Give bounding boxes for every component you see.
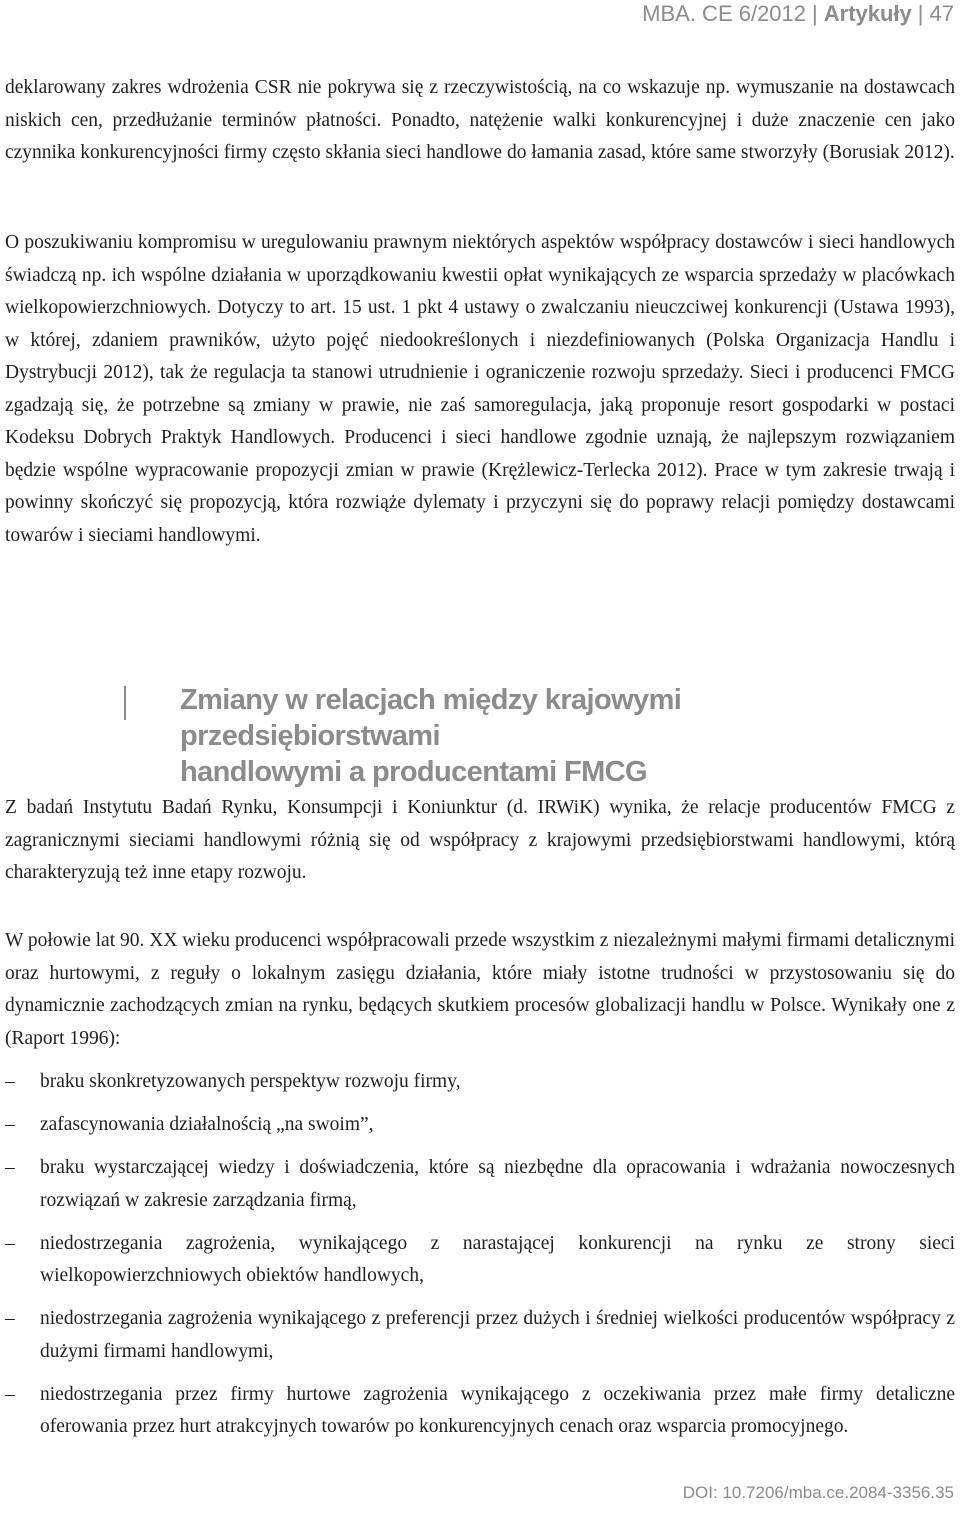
list-item <box>5 1109 955 1142</box>
journal-issue: MBA. CE 6/2012 <box>642 1 807 26</box>
doi-footer: DOI: 10.7206/mba.ce.2084-3356.35 <box>682 1483 954 1502</box>
dash-marker: – <box>5 1157 15 1178</box>
list-item-text: braku wystarczającej wiedzy i doświadczenia, które są niezbędne dla opracowania i wdrażania nowoczesnych rozwiązań w zakresie zarządzania firmą, <box>40 1157 955 1211</box>
section-heading-line-1: Zmiany w relacjach między krajowymi przedsiębiorstwami <box>180 684 682 752</box>
dash-marker: – <box>5 1308 15 1329</box>
list-item-text: niedostrzegania przez firmy hurtowe zagrożenia wynikającego z oczekiwania przez małe firmy detaliczne oferowania przez hurt atrakcyjnych towarów po konkurencyjnych cenach oraz wsparcia promocyjnego. <box>40 1383 955 1437</box>
page-number: 47 <box>929 1 954 26</box>
dash-marker: – <box>5 1383 15 1405</box>
list-item <box>5 1379 955 1444</box>
paragraph-4 <box>5 925 955 1055</box>
header-separator: | <box>812 1 818 26</box>
section-heading-line-2: handlowymi a producentami FMCG <box>180 756 647 788</box>
paragraph-2-text: O poszukiwaniu kompromisu w uregulowaniu prawnym niektórych aspektów współpracy dostawców i sieci handlowych świadczą np. ich wspólne działania w uporządkowaniu kwestii opłat wynikających ze wsparcia sprzedaży w placówkach wielkopowierzchniowych. Dotyczy to art. 15 ust. 1 pkt 4 ustawy o zwalczaniu nieuczciwej konkurencji (Ustawa 1993), w której, zdaniem prawników, użyto pojęć niedookreślonych i niezdefiniowanych (Polska Organizacja Handlu i Dystrybucji 2012), tak że regulacja ta stanowi utrudnienie i ograniczenie rozwoju sprzedaży. Sieci i producenci FMCG zgadzają się, że potrzebne są zmiany w prawie, nie zaś samoregulacja, jaką proponuje resort gospodarki w postaci Kodeksu Dobrych Praktyk Handlowych. Producenci i sieci handlowe zgodnie uznają, że najlepszym rozwiązaniem będzie wspólne wypracowanie propozycji zmian w prawie (Krężlewicz-Terlecka 2012). Prace w tym zakresie trwają i powinny skończyć się propozycją, która rozwiąże dylematy i przyczyni się do poprawy relacji pomiędzy dostawcami towarów i sieciami handlowymi. <box>5 232 955 546</box>
bullet-list <box>5 1066 955 1454</box>
list-item-text: niedostrzegania zagrożenia wynikającego z preferencji przez dużych i średniej wielkości producentów współpracy z dużymi firmami handlowymi, <box>40 1308 955 1362</box>
dash-marker: – <box>5 1071 15 1092</box>
list-item <box>5 1152 955 1217</box>
list-item-text: braku skonkretyzowanych perspektyw rozwoju firmy, <box>40 1071 461 1092</box>
running-header <box>642 0 954 30</box>
list-item-text: niedostrzegania zagrożenia, wynikającego z narastającej konkurencji na rynku ze strony sieci wielkopowierzchniowych obiektów handlowych, <box>40 1232 955 1286</box>
paragraph-1-text: deklarowany zakres wdrożenia CSR nie pokrywa się z rzeczywistością, na co wskazuje np. wymuszanie na dostawcach niskich cen, przedłużanie terminów płatności. Ponadto, natężenie walki konkurencyjnej i duże znaczenie cen jako czynnika konkurencyjności firmy często skłania sieci handlowe do łamania zasad, które same stworzyły (Borusiak 2012). <box>5 77 955 163</box>
section-name: Artykuły <box>823 1 912 26</box>
list-item <box>5 1303 955 1368</box>
paragraph-1 <box>5 72 955 170</box>
paragraph-3-text: Z badań Instytutu Badań Rynku, Konsumpcji i Koniunktur (d. IRWiK) wynika, że relacje producentów FMCG z zagranicznymi sieciami handlowymi różnią się od współpracy z krajowymi przedsiębiorstwami handlowymi, którą charakteryzują też inne etapy rozwoju. <box>5 797 955 883</box>
heading-marker-bar <box>124 686 126 720</box>
paragraph-4-text: W połowie lat 90. XX wieku producenci współpracowali przede wszystkim z niezależnymi małymi firmami detalicznymi oraz hurtowymi, z reguły o lokalnym zasięgu działania, które miały istotne trudności w przystosowaniu się do dynamicznie zachodzących zmian na rynku, będących skutkiem procesów globalizacji handlu w Polsce. Wynikały one z (Raport 1996): <box>5 930 955 1049</box>
section-heading <box>118 682 948 790</box>
dash-marker: – <box>5 1232 15 1254</box>
list-item-text: zafascynowania działalnością „na swoim”, <box>40 1114 374 1135</box>
section-heading-text <box>180 682 948 790</box>
dash-marker: – <box>5 1114 15 1135</box>
header-separator-2: | <box>917 1 924 26</box>
paragraph-2 <box>5 227 955 552</box>
list-item <box>5 1228 955 1293</box>
paragraph-3 <box>5 792 955 890</box>
list-item <box>5 1066 955 1099</box>
